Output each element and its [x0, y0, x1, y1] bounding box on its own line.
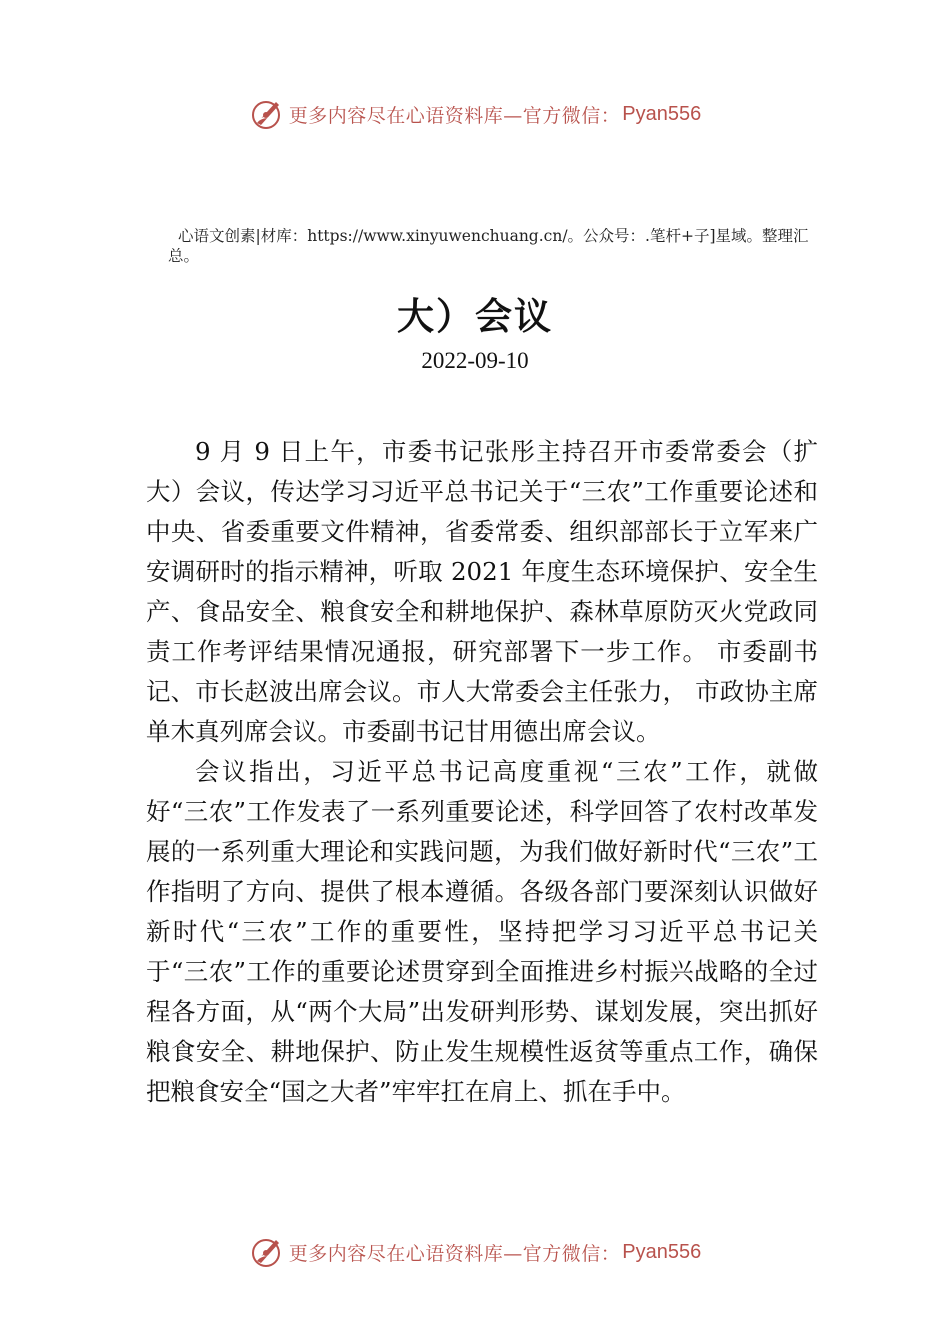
banner-text: 更多内容尽在心语资料库—官方微信： [288, 1242, 621, 1265]
wechat-account: Pyan556 [622, 102, 702, 125]
header-banner [0, 92, 950, 136]
quill-pen-logo-icon [249, 1234, 285, 1270]
footer-banner [0, 1230, 950, 1274]
page-title: 大）会议 [397, 294, 553, 338]
body-paragraph: 会议指出，习近平总书记高度重视“三农”工作，就做好“三农”工作发表了一系列重要论述，科学回答了农村改革发展的一系列重大理论和实践问题，为我们做好新时代“三农”工作指明了方向、提供了根本遵循。各级各部门要深刻认识做好新时代“三农”工作的重要性，坚持把学习习近平总书记关于“三农”工作的重要论述贯穿到全面推进乡村振兴战略的全过程各方面，从“两个大局”出发研判形势、谋划发展，突出抓好粮食安全、耕地保护、防止发生规模性返贫等重点工作，确保把粮食安全“国之大者”牢牢扛在肩上、抓在手中。 [146, 757, 818, 1106]
wechat-account: Pyan556 [622, 1240, 702, 1263]
source-note: 心语文创素|材库：https://www.xinyuwenchuang.cn/。公众号：.笔杆+子]星域。整理汇总。 [168, 227, 809, 265]
banner-text: 更多内容尽在心语资料库—官方微信： [288, 104, 621, 127]
document-date: 2022-09-10 [421, 348, 529, 373]
quill-pen-logo-icon [249, 96, 285, 132]
body-paragraph: 9 月 9 日上午，市委书记张彤主持召开市委常委会（扩大）会议，传达学习习近平总书记关于“三农”工作重要论述和中央、省委重要文件精神，省委常委、组织部部长于立军来广安调研时的指示精神，听取 2021 年度生态环境保护、安全生产、食品安全、粮食安全和耕地保护、森林草原防灭火党政同责工作考评结果情况通报，研究部署下一步工作。 市委副书记、市长赵波出席会议。市人大常委会主任张力， 市政协主席单木真列席会议。市委副书记甘用德出席会议。 [146, 437, 818, 746]
article-body [146, 432, 818, 1112]
